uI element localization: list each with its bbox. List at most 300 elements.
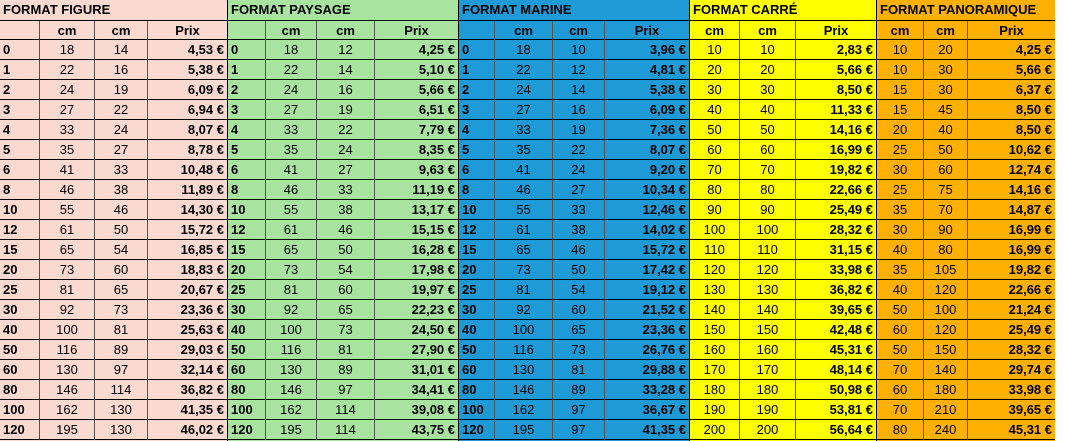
dimension-cell: 20: [877, 120, 924, 140]
price-cell: 39,65 €: [796, 300, 876, 320]
price-cell: 3,96 €: [605, 40, 689, 60]
dimension-cell: 33: [495, 120, 553, 140]
price-cell: 16,99 €: [968, 240, 1055, 260]
format-index-cell: 4: [0, 120, 40, 140]
dimension-cell: 140: [740, 300, 796, 320]
dimension-cell: 100: [495, 320, 553, 340]
dimension-cell: 45: [924, 100, 968, 120]
dimension-cell: 27: [95, 140, 148, 160]
price-cell: 14,30 €: [148, 200, 227, 220]
price-cell: 16,99 €: [796, 140, 876, 160]
dimension-cell: 46: [317, 220, 375, 240]
dimension-cell: 105: [924, 260, 968, 280]
dimension-cell: 12: [553, 60, 605, 80]
dimension-cell: 55: [40, 200, 95, 220]
dimension-cell: 81: [317, 340, 375, 360]
dimension-cell: 180: [924, 380, 968, 400]
dimension-cell: 195: [266, 420, 317, 440]
price-cell: 14,16 €: [796, 120, 876, 140]
dimension-cell: 162: [266, 400, 317, 420]
price-cell: 5,10 €: [375, 60, 458, 80]
price-cell: 29,74 €: [968, 360, 1055, 380]
price-cell: 6,94 €: [148, 100, 227, 120]
price-cell: 45,31 €: [968, 420, 1055, 440]
dimension-cell: 116: [40, 340, 95, 360]
dimension-cell: 70: [690, 160, 740, 180]
price-cell: 19,12 €: [605, 280, 689, 300]
price-cell: 36,82 €: [148, 380, 227, 400]
dimension-cell: 162: [40, 400, 95, 420]
dimension-cell: 22: [95, 100, 148, 120]
dimension-cell: 160: [690, 340, 740, 360]
price-cell: 53,81 €: [796, 400, 876, 420]
format-index-cell: 1: [228, 60, 266, 80]
dimension-cell: 210: [924, 400, 968, 420]
dimension-cell: 61: [40, 220, 95, 240]
dimension-cell: 146: [40, 380, 95, 400]
dimension-cell: 110: [690, 240, 740, 260]
dimension-cell: 22: [40, 60, 95, 80]
dimension-cell: 92: [495, 300, 553, 320]
price-cell: 22,23 €: [375, 300, 458, 320]
price-cell: 19,97 €: [375, 280, 458, 300]
dimension-cell: 33: [266, 120, 317, 140]
dimension-cell: 22: [317, 120, 375, 140]
price-cell: 24,50 €: [375, 320, 458, 340]
format-index-cell: 80: [228, 380, 266, 400]
section-figure: [0, 0, 228, 441]
price-cell: 41,35 €: [605, 420, 689, 440]
format-index-cell: 60: [228, 360, 266, 380]
section-title: FORMAT MARINE: [459, 0, 689, 21]
price-header: Prix: [796, 21, 876, 40]
price-cell: 28,32 €: [968, 340, 1055, 360]
format-index-cell: 15: [0, 240, 40, 260]
dimension-cell: 16: [95, 60, 148, 80]
dimension-cell: 70: [924, 200, 968, 220]
price-header: Prix: [605, 21, 689, 40]
dimension-cell: 90: [690, 200, 740, 220]
dimension-cell: 65: [40, 240, 95, 260]
format-index-cell: 20: [0, 260, 40, 280]
format-index-cell: 5: [0, 140, 40, 160]
format-index-cell: 3: [228, 100, 266, 120]
price-header: Prix: [968, 21, 1055, 40]
dimension-cell: 30: [740, 80, 796, 100]
dimension-cell: 27: [266, 100, 317, 120]
dimension-cell: 33: [40, 120, 95, 140]
dimension-cell: 130: [95, 400, 148, 420]
dimension-cell: 92: [40, 300, 95, 320]
dimension-cell: 30: [924, 80, 968, 100]
cm-header: cm: [40, 21, 95, 40]
cm-header: cm: [317, 21, 375, 40]
dimension-cell: 110: [740, 240, 796, 260]
dimension-cell: 50: [317, 240, 375, 260]
cm-header: cm: [740, 21, 796, 40]
dimension-cell: 14: [317, 60, 375, 80]
format-index-cell: 1: [0, 60, 40, 80]
price-cell: 23,36 €: [148, 300, 227, 320]
dimension-cell: 35: [495, 140, 553, 160]
format-index-cell: 12: [0, 220, 40, 240]
format-index-cell: 30: [459, 300, 495, 320]
dimension-cell: 15: [877, 80, 924, 100]
price-cell: 22,66 €: [796, 180, 876, 200]
format-index-cell: 80: [459, 380, 495, 400]
price-cell: 8,07 €: [605, 140, 689, 160]
format-index-cell: 5: [459, 140, 495, 160]
dimension-cell: 100: [40, 320, 95, 340]
price-cell: 33,98 €: [968, 380, 1055, 400]
dimension-cell: 30: [877, 220, 924, 240]
price-cell: 36,82 €: [796, 280, 876, 300]
dimension-cell: 65: [317, 300, 375, 320]
dimension-cell: 89: [553, 380, 605, 400]
dimension-cell: 35: [877, 260, 924, 280]
format-index-cell: 120: [228, 420, 266, 440]
dimension-cell: 130: [740, 280, 796, 300]
format-index-cell: 6: [459, 160, 495, 180]
format-index-cell: 60: [459, 360, 495, 380]
dimension-cell: 120: [924, 280, 968, 300]
format-index-cell: 2: [459, 80, 495, 100]
format-index-cell: 100: [228, 400, 266, 420]
dimension-cell: 27: [553, 180, 605, 200]
price-cell: 6,37 €: [968, 80, 1055, 100]
dimension-cell: 12: [317, 40, 375, 60]
dimension-cell: 27: [495, 100, 553, 120]
price-cell: 14,87 €: [968, 200, 1055, 220]
price-cell: 46,02 €: [148, 420, 227, 440]
dimension-cell: 24: [266, 80, 317, 100]
dimension-cell: 16: [317, 80, 375, 100]
dimension-cell: 19: [317, 100, 375, 120]
dimension-cell: 10: [877, 60, 924, 80]
price-cell: 4,25 €: [968, 40, 1055, 60]
dimension-cell: 240: [924, 420, 968, 440]
dimension-cell: 73: [495, 260, 553, 280]
dimension-cell: 81: [266, 280, 317, 300]
dimension-cell: 60: [924, 160, 968, 180]
price-cell: 8,35 €: [375, 140, 458, 160]
dimension-cell: 90: [924, 220, 968, 240]
format-index-cell: 60: [0, 360, 40, 380]
format-index-cell: 0: [228, 40, 266, 60]
dimension-cell: 18: [266, 40, 317, 60]
format-index-cell: 12: [228, 220, 266, 240]
price-cell: 32,14 €: [148, 360, 227, 380]
dimension-cell: 130: [690, 280, 740, 300]
format-index-cell: 8: [228, 180, 266, 200]
format-index-cell: 6: [0, 160, 40, 180]
dimension-cell: 30: [924, 60, 968, 80]
dimension-cell: 97: [317, 380, 375, 400]
section-panoramique: [877, 0, 1055, 441]
price-cell: 25,49 €: [968, 320, 1055, 340]
price-cell: 2,83 €: [796, 40, 876, 60]
dimension-cell: 146: [266, 380, 317, 400]
dimension-cell: 73: [317, 320, 375, 340]
dimension-cell: 35: [877, 200, 924, 220]
format-index-cell: 25: [0, 280, 40, 300]
dimension-cell: 114: [317, 420, 375, 440]
price-cell: 14,02 €: [605, 220, 689, 240]
format-index-cell: 10: [228, 200, 266, 220]
format-index-cell: 120: [0, 420, 40, 440]
dimension-cell: 190: [690, 400, 740, 420]
dimension-cell: 50: [877, 300, 924, 320]
price-cell: 15,72 €: [148, 220, 227, 240]
dimension-cell: 50: [740, 120, 796, 140]
price-cell: 11,19 €: [375, 180, 458, 200]
price-cell: 27,90 €: [375, 340, 458, 360]
format-index-cell: 1: [459, 60, 495, 80]
dimension-cell: 41: [266, 160, 317, 180]
dimension-cell: 50: [924, 140, 968, 160]
index-header: [459, 21, 495, 40]
dimension-cell: 30: [877, 160, 924, 180]
format-index-cell: 15: [459, 240, 495, 260]
dimension-cell: 14: [95, 40, 148, 60]
dimension-cell: 25: [877, 180, 924, 200]
dimension-cell: 180: [690, 380, 740, 400]
format-index-cell: 6: [228, 160, 266, 180]
dimension-cell: 61: [266, 220, 317, 240]
dimension-cell: 65: [495, 240, 553, 260]
dimension-cell: 22: [495, 60, 553, 80]
format-index-cell: 25: [459, 280, 495, 300]
cm-header: cm: [95, 21, 148, 40]
dimension-cell: 33: [95, 160, 148, 180]
dimension-cell: 130: [495, 360, 553, 380]
format-index-cell: 20: [228, 260, 266, 280]
price-cell: 39,08 €: [375, 400, 458, 420]
format-index-cell: 100: [0, 400, 40, 420]
dimension-cell: 20: [740, 60, 796, 80]
dimension-cell: 80: [877, 420, 924, 440]
index-header: [228, 21, 266, 40]
dimension-cell: 50: [690, 120, 740, 140]
price-cell: 17,42 €: [605, 260, 689, 280]
price-cell: 21,52 €: [605, 300, 689, 320]
dimension-cell: 24: [317, 140, 375, 160]
dimension-cell: 35: [266, 140, 317, 160]
dimension-cell: 170: [740, 360, 796, 380]
price-cell: 19,82 €: [968, 260, 1055, 280]
price-cell: 22,66 €: [968, 280, 1055, 300]
price-cell: 19,82 €: [796, 160, 876, 180]
dimension-cell: 33: [553, 200, 605, 220]
dimension-cell: 89: [317, 360, 375, 380]
format-index-cell: 3: [459, 100, 495, 120]
dimension-cell: 130: [95, 420, 148, 440]
dimension-cell: 81: [40, 280, 95, 300]
dimension-cell: 73: [95, 300, 148, 320]
price-cell: 5,66 €: [968, 60, 1055, 80]
price-cell: 15,72 €: [605, 240, 689, 260]
format-index-cell: 50: [0, 340, 40, 360]
price-cell: 41,35 €: [148, 400, 227, 420]
price-cell: 29,03 €: [148, 340, 227, 360]
dimension-cell: 10: [877, 40, 924, 60]
cm-header: cm: [553, 21, 605, 40]
dimension-cell: 150: [924, 340, 968, 360]
dimension-cell: 40: [690, 100, 740, 120]
dimension-cell: 24: [495, 80, 553, 100]
dimension-cell: 46: [495, 180, 553, 200]
price-cell: 33,28 €: [605, 380, 689, 400]
dimension-cell: 73: [266, 260, 317, 280]
dimension-cell: 38: [553, 220, 605, 240]
price-cell: 10,62 €: [968, 140, 1055, 160]
format-index-cell: 20: [459, 260, 495, 280]
dimension-cell: 54: [317, 260, 375, 280]
dimension-cell: 33: [317, 180, 375, 200]
format-index-cell: 80: [0, 380, 40, 400]
dimension-cell: 160: [740, 340, 796, 360]
cm-header: cm: [877, 21, 924, 40]
dimension-cell: 24: [553, 160, 605, 180]
dimension-cell: 100: [690, 220, 740, 240]
dimension-cell: 114: [95, 380, 148, 400]
price-cell: 11,89 €: [148, 180, 227, 200]
dimension-cell: 120: [924, 320, 968, 340]
section-marine: [459, 0, 690, 441]
cm-header: cm: [266, 21, 317, 40]
price-cell: 48,14 €: [796, 360, 876, 380]
price-cell: 6,09 €: [605, 100, 689, 120]
price-cell: 23,36 €: [605, 320, 689, 340]
dimension-cell: 114: [317, 400, 375, 420]
section-title: FORMAT FIGURE: [0, 0, 227, 21]
price-cell: 39,65 €: [968, 400, 1055, 420]
dimension-cell: 90: [740, 200, 796, 220]
price-cell: 5,66 €: [375, 80, 458, 100]
dimension-cell: 180: [740, 380, 796, 400]
format-index-cell: 8: [0, 180, 40, 200]
format-index-cell: 30: [0, 300, 40, 320]
price-cell: 16,99 €: [968, 220, 1055, 240]
dimension-cell: 19: [95, 80, 148, 100]
price-cell: 8,07 €: [148, 120, 227, 140]
format-index-cell: 40: [459, 320, 495, 340]
format-index-cell: 3: [0, 100, 40, 120]
dimension-cell: 97: [553, 420, 605, 440]
dimension-cell: 40: [877, 280, 924, 300]
dimension-cell: 22: [553, 140, 605, 160]
price-cell: 45,31 €: [796, 340, 876, 360]
price-cell: 33,98 €: [796, 260, 876, 280]
price-cell: 16,28 €: [375, 240, 458, 260]
format-index-cell: 4: [459, 120, 495, 140]
cm-header: cm: [690, 21, 740, 40]
format-index-cell: 120: [459, 420, 495, 440]
dimension-cell: 55: [266, 200, 317, 220]
dimension-cell: 195: [40, 420, 95, 440]
dimension-cell: 46: [553, 240, 605, 260]
dimension-cell: 200: [690, 420, 740, 440]
dimension-cell: 61: [495, 220, 553, 240]
dimension-cell: 195: [495, 420, 553, 440]
dimension-cell: 38: [317, 200, 375, 220]
dimension-cell: 24: [40, 80, 95, 100]
price-cell: 36,67 €: [605, 400, 689, 420]
price-cell: 4,25 €: [375, 40, 458, 60]
dimension-cell: 41: [40, 160, 95, 180]
dimension-cell: 140: [690, 300, 740, 320]
dimension-cell: 18: [40, 40, 95, 60]
dimension-cell: 14: [553, 80, 605, 100]
price-cell: 31,15 €: [796, 240, 876, 260]
price-cell: 16,85 €: [148, 240, 227, 260]
dimension-cell: 130: [40, 360, 95, 380]
dimension-cell: 60: [740, 140, 796, 160]
dimension-cell: 65: [553, 320, 605, 340]
dimension-cell: 170: [690, 360, 740, 380]
dimension-cell: 120: [740, 260, 796, 280]
price-cell: 10,34 €: [605, 180, 689, 200]
dimension-cell: 65: [266, 240, 317, 260]
price-cell: 34,41 €: [375, 380, 458, 400]
price-cell: 8,50 €: [968, 120, 1055, 140]
price-cell: 20,67 €: [148, 280, 227, 300]
price-cell: 5,66 €: [796, 60, 876, 80]
dimension-cell: 80: [690, 180, 740, 200]
dimension-cell: 81: [495, 280, 553, 300]
price-cell: 21,24 €: [968, 300, 1055, 320]
price-cell: 29,88 €: [605, 360, 689, 380]
price-cell: 8,50 €: [968, 100, 1055, 120]
price-cell: 7,79 €: [375, 120, 458, 140]
dimension-cell: 22: [266, 60, 317, 80]
price-cell: 15,15 €: [375, 220, 458, 240]
price-cell: 56,64 €: [796, 420, 876, 440]
dimension-cell: 41: [495, 160, 553, 180]
dimension-cell: 70: [877, 400, 924, 420]
dimension-cell: 97: [553, 400, 605, 420]
price-header: Prix: [148, 21, 227, 40]
format-index-cell: 100: [459, 400, 495, 420]
dimension-cell: 60: [95, 260, 148, 280]
dimension-cell: 50: [553, 260, 605, 280]
format-index-cell: 50: [459, 340, 495, 360]
dimension-cell: 70: [877, 360, 924, 380]
dimension-cell: 116: [495, 340, 553, 360]
dimension-cell: 81: [553, 360, 605, 380]
price-cell: 11,33 €: [796, 100, 876, 120]
price-cell: 8,78 €: [148, 140, 227, 160]
format-index-cell: 10: [459, 200, 495, 220]
price-cell: 5,38 €: [605, 80, 689, 100]
price-cell: 9,20 €: [605, 160, 689, 180]
price-cell: 13,17 €: [375, 200, 458, 220]
dimension-cell: 10: [690, 40, 740, 60]
section-paysage: [228, 0, 459, 441]
format-index-cell: 10: [0, 200, 40, 220]
dimension-cell: 81: [95, 320, 148, 340]
dimension-cell: 20: [690, 60, 740, 80]
index-header: [0, 21, 40, 40]
dimension-cell: 60: [553, 300, 605, 320]
dimension-cell: 100: [924, 300, 968, 320]
price-cell: 42,48 €: [796, 320, 876, 340]
price-cell: 31,01 €: [375, 360, 458, 380]
dimension-cell: 75: [924, 180, 968, 200]
dimension-cell: 15: [877, 100, 924, 120]
section-title: FORMAT CARRÉ: [690, 0, 876, 21]
dimension-cell: 50: [95, 220, 148, 240]
